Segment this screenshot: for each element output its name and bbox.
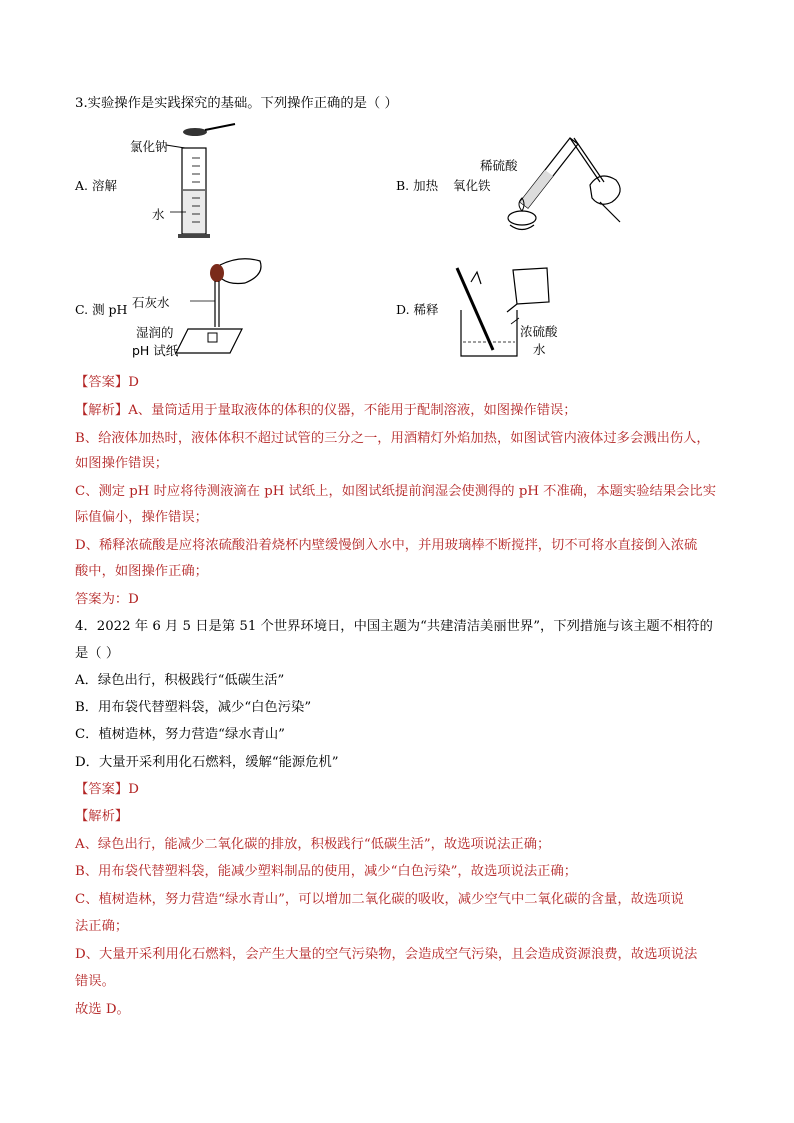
q4-option-b: B．用布袋代替塑料袋，减少“白色污染” bbox=[75, 700, 312, 715]
q4-stem-line-1: 是（ ） bbox=[75, 646, 120, 661]
q4-analysis-line-3: 法正确； bbox=[75, 919, 129, 934]
q4-option-c: C．植树造林，努力营造“绿水青山” bbox=[75, 727, 285, 742]
q3-answer-value: D bbox=[128, 375, 139, 390]
q3-stem: 3.实验操作是实践探究的基础。下列操作正确的是（ ） bbox=[75, 96, 398, 111]
q3-analysis-line-6: 酸中，如图操作正确； bbox=[75, 564, 208, 579]
q4-option-d: D．大量开采利用化石燃料，缓解“能源危机” bbox=[75, 755, 339, 770]
q4-stem-line-0: 4．2022 年 6 月 5 日是第 51 个世界环境日，中国主题为“共建清洁美丽世界”，下列措施与该主题不相符的 bbox=[75, 619, 713, 634]
q3-answer bbox=[75, 374, 139, 392]
q3-option-b-label: B. 加热 bbox=[396, 178, 439, 193]
q4-analysis-line-4: D、大量开采利用化石燃料，会产生大量的空气污染物，会造成空气污染，且会造成资源浪费，故选项说法 bbox=[75, 947, 698, 962]
figure-a-dissolving bbox=[130, 120, 250, 245]
dropper-icon bbox=[130, 255, 270, 360]
fig-a-label-nacl: 氯化钠 bbox=[130, 139, 168, 154]
q4-analysis-line-0: A、绿色出行，能减少二氧化碳的排放，积极践行“低碳生活”，故选项说法正确； bbox=[75, 837, 551, 852]
q4-answer-value: D bbox=[128, 782, 139, 797]
q3-analysis-line-2: 如图操作错误； bbox=[75, 456, 169, 471]
figure-d-dilution bbox=[455, 262, 605, 362]
q3-analysis-line-3: C、测定 pH 时应将待测液滴在 pH 试纸上，如图试纸提前润湿会使测得的 pH 不准确，本题实验结果会比实 bbox=[75, 484, 717, 499]
q4-final-answer: 故选 D。 bbox=[75, 1002, 130, 1017]
q3-analysis-line-4: 际值偏小，操作错误； bbox=[75, 510, 208, 525]
q4-analysis-tag: 【解析】 bbox=[75, 809, 129, 824]
beaker-icon bbox=[455, 262, 605, 362]
heating-setup-icon bbox=[450, 130, 630, 235]
fig-c-label-limewater: 石灰水 bbox=[132, 295, 170, 310]
fig-a-label-water: 水 bbox=[152, 207, 165, 222]
q3-option-c-label: C. 测 pH bbox=[75, 302, 128, 317]
q3-final-answer: 答案为：D bbox=[75, 592, 139, 607]
q3-analysis-tag: 【解析】 bbox=[75, 403, 129, 418]
figure-c-ph-test bbox=[130, 255, 270, 360]
q4-option-a: A．绿色出行，积极践行“低碳生活” bbox=[75, 673, 285, 688]
fig-c-label-wet: 湿润的 bbox=[136, 325, 174, 340]
q3-analysis-line-0 bbox=[75, 402, 577, 420]
q4-answer-tag: 【答案】 bbox=[75, 782, 129, 797]
q3-option-a-label: A. 溶解 bbox=[75, 178, 117, 193]
q3-answer-tag: 【答案】 bbox=[75, 375, 129, 390]
q3-analysis-line-5: D、稀释浓硫酸是应将浓硫酸沿着烧杯内壁缓慢倒入水中，并用玻璃棒不断搅拌，切不可将水直接倒入浓硫 bbox=[75, 538, 698, 553]
figure-b-heating bbox=[450, 130, 630, 235]
q4-analysis-line-2: C、植树造林，努力营造“绿水青山”，可以增加二氧化碳的吸收，减少空气中二氧化碳的含量，故选项说 bbox=[75, 892, 684, 907]
fig-d-label-acid: 浓硫酸 bbox=[520, 324, 558, 339]
q3-option-d-label: D. 稀释 bbox=[396, 302, 439, 317]
fig-c-label-ph-paper: pH 试纸 bbox=[132, 343, 179, 358]
q4-analysis-line-1: B、用布袋代替塑料袋，能减少塑料制品的使用，减少“白色污染”，故选项说法正确； bbox=[75, 864, 578, 879]
fig-b-label-acid: 稀硫酸 bbox=[480, 158, 518, 173]
fig-b-label-iron-oxide: 氧化铁 bbox=[453, 178, 491, 193]
q3-analysis-text-0: A、量筒适用于量取液体的体积的仪器，不能用于配制溶液，如图操作错误； bbox=[128, 403, 577, 418]
graduated-cylinder-icon bbox=[130, 120, 250, 245]
q4-answer bbox=[75, 781, 139, 799]
fig-d-label-water: 水 bbox=[533, 342, 546, 357]
q3-analysis-line-1: B、给液体加热时，液体体积不超过试管的三分之一，用酒精灯外焰加热，如图试管内液体过多会溅出伤人， bbox=[75, 431, 710, 446]
q4-analysis-line-5: 错误。 bbox=[75, 974, 115, 989]
